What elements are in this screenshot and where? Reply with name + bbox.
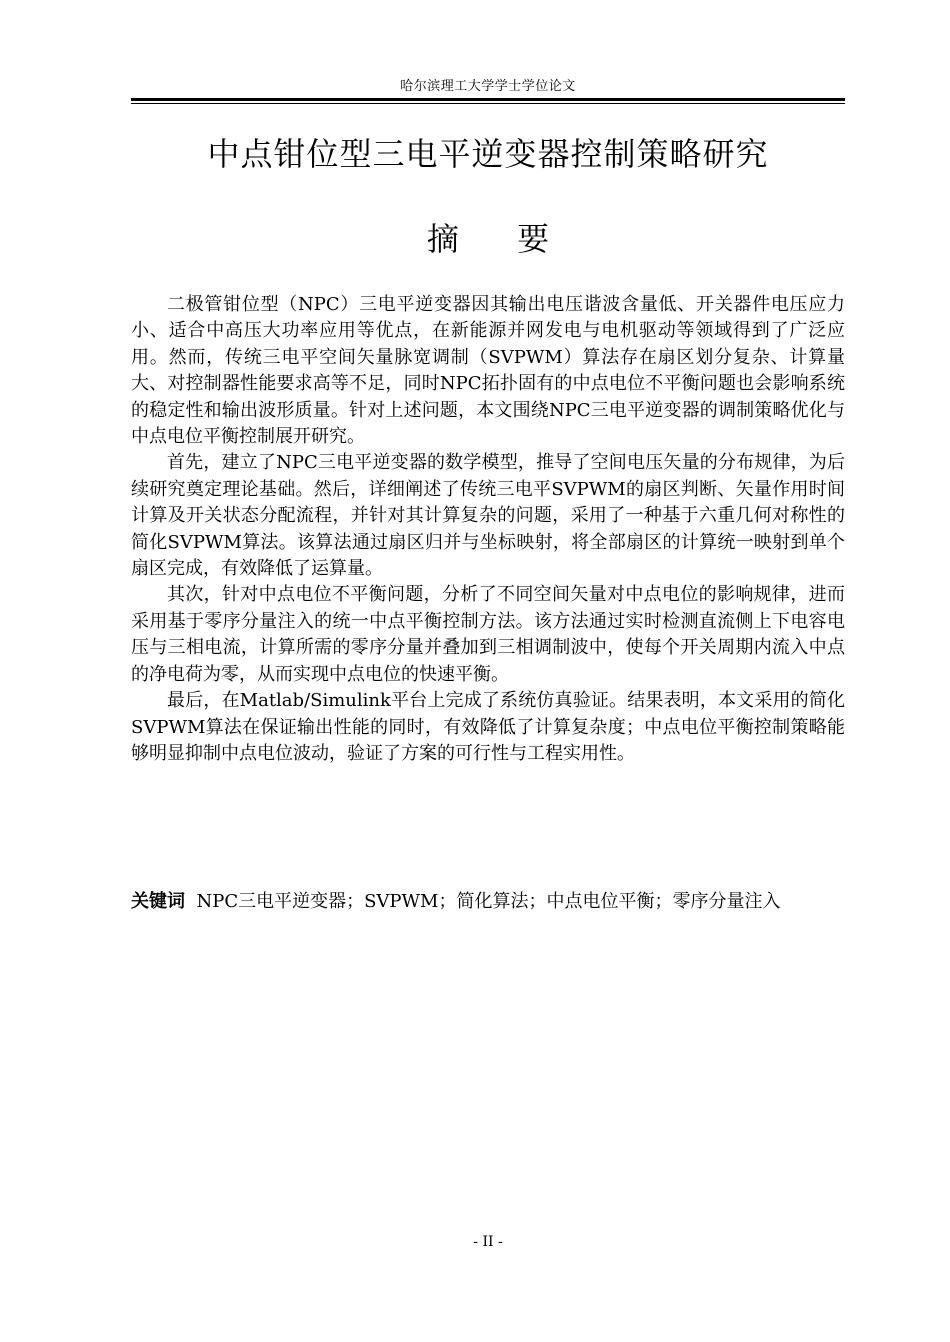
abstract-paragraph-2: 首先，建立了NPC三电平逆变器的数学模型，推导了空间电压矢量的分布规律，为后续研究奠定理论基础。然后，详细阐述了传统三电平SVPWM的扇区判断、矢量作用时间计算及开关状态分配流程，并针对其计算复杂的问题，采用了一种基于六重几何对称性的简化SVPWM算法。该算法通过扇区归并与坐标映射，将全部扇区的计算统一映射到单个扇区完成，有效降低了运算量。 — [131, 452, 845, 580]
abstract-heading: 摘 要 — [426, 220, 574, 258]
abstract-paragraph-1: 二极管钳位型（NPC）三电平逆变器因其输出电压谐波含量低、开关器件电压应力小、适合中高压大功率应用等优点，在新能源并网发电与电机驱动等领域得到了广泛应用。然而，传统三电平空间矢量脉宽调制（SVPWM）算法存在扇区划分复杂、计算量大、对控制器性能要求高等不足，同时NPC拓扑固有的中点电位不平衡问题也会影响系统的稳定性和输出波形质量。针对上述问题，本文围绕NPC三电平逆变器的调制策略优化与中点电位平衡控制展开研究。 — [131, 294, 845, 448]
header-rule-thick — [131, 98, 845, 101]
header-rule-thin — [131, 103, 845, 104]
abstract-paragraph-4: 最后，在Matlab/Simulink平台上完成了系统仿真验证。结果表明，本文采用的简化SVPWM算法在保证输出性能的同时，有效降低了计算复杂度；中点电位平衡控制策略能够明显抑制中点电位波动，验证了方案的可行性与工程实用性。 — [131, 690, 845, 764]
thesis-title: 中点钳位型三电平逆变器控制策略研究 — [207, 135, 769, 173]
running-header: 哈尔滨理工大学学士学位论文 — [400, 79, 576, 94]
abstract-paragraph-3: 其次，针对中点电位不平衡问题，分析了不同空间矢量对中点电位的影响规律，进而采用基于零序分量注入的统一中点平衡控制方法。该方法通过实时检测直流侧上下电容电压与三相电流，计算所需的零序分量并叠加到三相调制波中，使每个开关周期内流入中点的净电荷为零，从而实现中点电位的快速平衡。 — [131, 584, 845, 685]
keywords-text: NPC三电平逆变器；SVPWM；简化算法；中点电位平衡；零序分量注入 — [196, 891, 781, 912]
abstract-body — [131, 292, 845, 767]
keywords-line — [131, 889, 845, 915]
keywords-label: 关键词 — [131, 891, 185, 912]
page-number: - II - — [473, 1234, 503, 1250]
